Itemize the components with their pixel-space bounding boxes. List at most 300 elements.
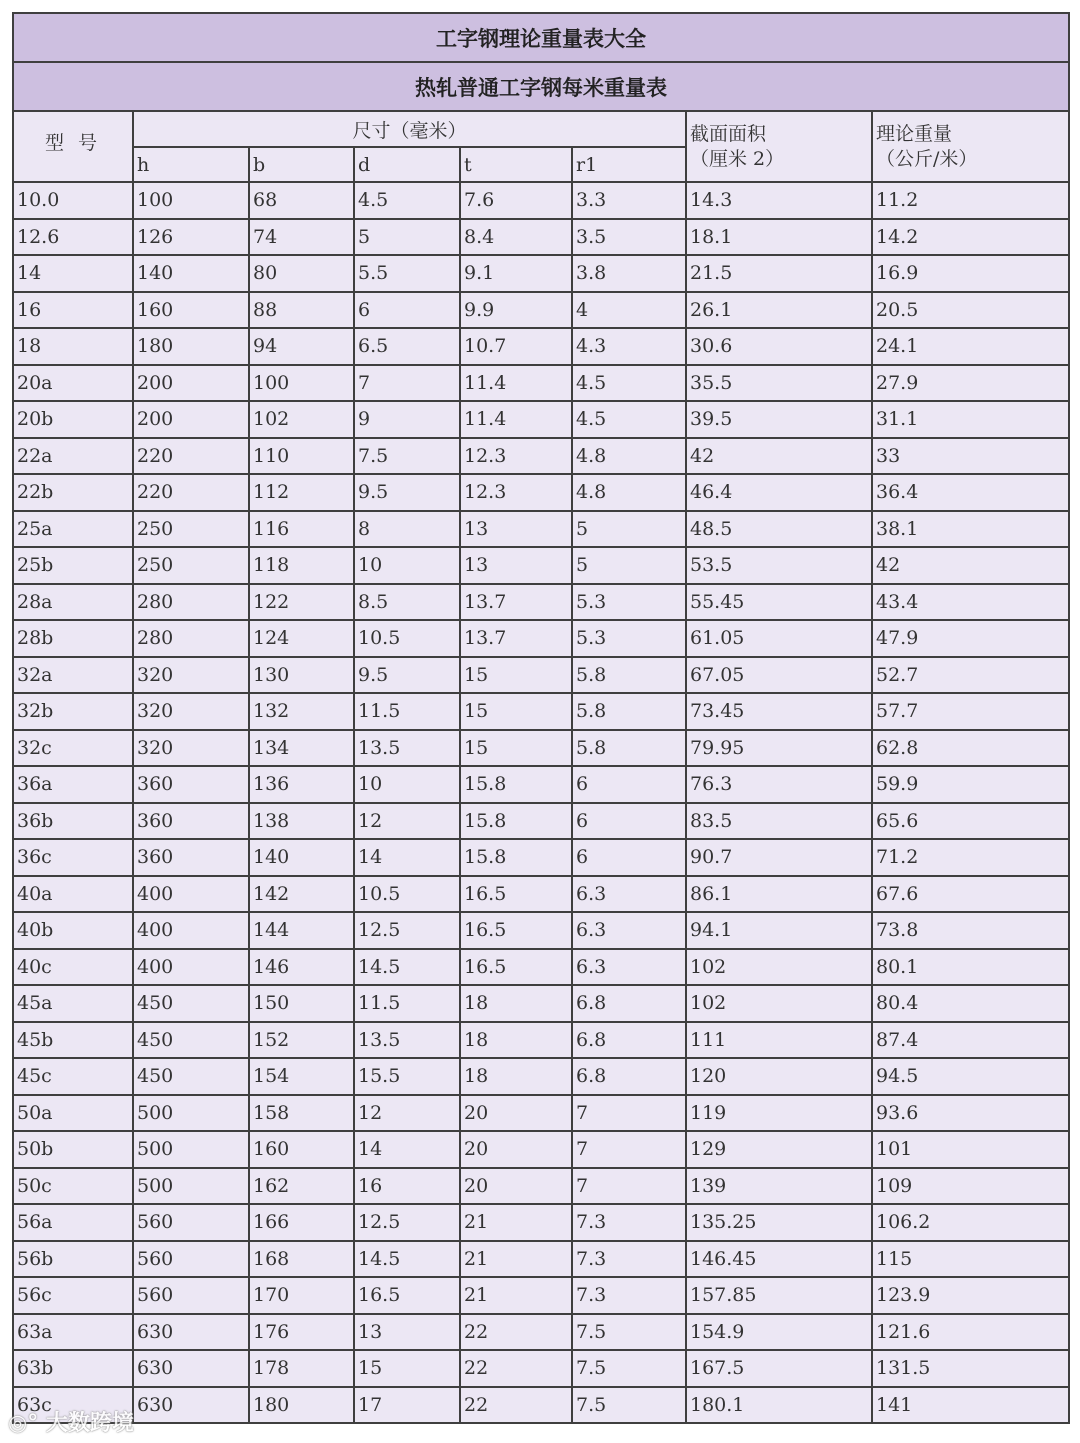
cell-r1: 4.3 xyxy=(572,328,686,365)
cell-b: 166 xyxy=(249,1204,354,1241)
cell-weight: 106.2 xyxy=(872,1204,1069,1241)
cell-h: 200 xyxy=(133,401,249,438)
cell-area: 119 xyxy=(686,1095,872,1132)
cell-t: 15 xyxy=(460,693,572,730)
cell-d: 10.5 xyxy=(354,876,460,913)
cell-b: 74 xyxy=(249,219,354,256)
cell-h: 400 xyxy=(133,912,249,949)
cell-r1: 6.8 xyxy=(572,1058,686,1095)
area-header xyxy=(686,111,872,182)
cell-t: 15.8 xyxy=(460,803,572,840)
cell-t: 18 xyxy=(460,1022,572,1059)
cell-area: 35.5 xyxy=(686,365,872,402)
table-row xyxy=(13,219,1069,256)
cell-model: 16 xyxy=(13,292,133,329)
cell-weight: 87.4 xyxy=(872,1022,1069,1059)
cell-r1: 4 xyxy=(572,292,686,329)
cell-t: 7.6 xyxy=(460,182,572,219)
cell-r1: 7.5 xyxy=(572,1314,686,1351)
cell-d: 12 xyxy=(354,1095,460,1132)
cell-t: 13 xyxy=(460,511,572,548)
cell-area: 86.1 xyxy=(686,876,872,913)
cell-area: 48.5 xyxy=(686,511,872,548)
cell-weight: 31.1 xyxy=(872,401,1069,438)
cell-b: 116 xyxy=(249,511,354,548)
cell-b: 110 xyxy=(249,438,354,475)
cell-model: 40b xyxy=(13,912,133,949)
cell-b: 88 xyxy=(249,292,354,329)
dim-header-d: d xyxy=(354,147,460,182)
cell-t: 11.4 xyxy=(460,365,572,402)
table-row xyxy=(13,1058,1069,1095)
cell-weight: 71.2 xyxy=(872,839,1069,876)
cell-r1: 6.8 xyxy=(572,1022,686,1059)
cell-t: 13 xyxy=(460,547,572,584)
cell-d: 12.5 xyxy=(354,1204,460,1241)
table-row xyxy=(13,1168,1069,1205)
cell-t: 16.5 xyxy=(460,876,572,913)
cell-model: 63a xyxy=(13,1314,133,1351)
cell-r1: 7.3 xyxy=(572,1241,686,1278)
cell-weight: 80.1 xyxy=(872,949,1069,986)
cell-t: 22 xyxy=(460,1387,572,1424)
table-row xyxy=(13,1241,1069,1278)
cell-t: 15.8 xyxy=(460,839,572,876)
cell-weight: 115 xyxy=(872,1241,1069,1278)
cell-t: 20 xyxy=(460,1168,572,1205)
cell-h: 400 xyxy=(133,876,249,913)
cell-r1: 4.8 xyxy=(572,438,686,475)
weight-header xyxy=(872,111,1069,182)
cell-h: 126 xyxy=(133,219,249,256)
cell-model: 20b xyxy=(13,401,133,438)
cell-h: 180 xyxy=(133,328,249,365)
cell-d: 7 xyxy=(354,365,460,402)
cell-r1: 3.3 xyxy=(572,182,686,219)
table-row xyxy=(13,182,1069,219)
cell-b: 140 xyxy=(249,839,354,876)
cell-weight: 121.6 xyxy=(872,1314,1069,1351)
cell-weight: 62.8 xyxy=(872,730,1069,767)
cell-r1: 5.8 xyxy=(572,657,686,694)
cell-area: 157.85 xyxy=(686,1277,872,1314)
cell-t: 22 xyxy=(460,1314,572,1351)
table-row xyxy=(13,620,1069,657)
cell-r1: 4.8 xyxy=(572,474,686,511)
cell-t: 15 xyxy=(460,657,572,694)
cell-h: 450 xyxy=(133,985,249,1022)
cell-b: 102 xyxy=(249,401,354,438)
cell-weight: 93.6 xyxy=(872,1095,1069,1132)
cell-h: 360 xyxy=(133,766,249,803)
cell-h: 320 xyxy=(133,657,249,694)
cell-t: 22 xyxy=(460,1350,572,1387)
cell-h: 280 xyxy=(133,584,249,621)
cell-weight: 27.9 xyxy=(872,365,1069,402)
cell-t: 20 xyxy=(460,1131,572,1168)
cell-r1: 7 xyxy=(572,1168,686,1205)
cell-h: 320 xyxy=(133,693,249,730)
table-row xyxy=(13,401,1069,438)
cell-r1: 6.3 xyxy=(572,949,686,986)
cell-t: 18 xyxy=(460,985,572,1022)
cell-model: 50c xyxy=(13,1168,133,1205)
cell-weight: 80.4 xyxy=(872,985,1069,1022)
cell-area: 30.6 xyxy=(686,328,872,365)
table-row xyxy=(13,1131,1069,1168)
cell-h: 250 xyxy=(133,547,249,584)
cell-d: 13 xyxy=(354,1314,460,1351)
cell-d: 14 xyxy=(354,1131,460,1168)
cell-h: 360 xyxy=(133,803,249,840)
cell-t: 13.7 xyxy=(460,620,572,657)
cell-t: 20 xyxy=(460,1095,572,1132)
table-title: 工字钢理论重量表大全 xyxy=(13,13,1069,62)
cell-d: 10 xyxy=(354,547,460,584)
table-row xyxy=(13,1387,1069,1424)
cell-h: 280 xyxy=(133,620,249,657)
cell-r1: 7 xyxy=(572,1095,686,1132)
cell-area: 53.5 xyxy=(686,547,872,584)
cell-model: 63b xyxy=(13,1350,133,1387)
dim-header-r1: r1 xyxy=(572,147,686,182)
cell-weight: 57.7 xyxy=(872,693,1069,730)
table-row xyxy=(13,730,1069,767)
cell-model: 50b xyxy=(13,1131,133,1168)
cell-d: 9.5 xyxy=(354,657,460,694)
cell-r1: 4.5 xyxy=(572,401,686,438)
table-row xyxy=(13,328,1069,365)
cell-r1: 7 xyxy=(572,1131,686,1168)
steel-weight-table xyxy=(12,12,1070,1424)
cell-b: 124 xyxy=(249,620,354,657)
cell-area: 167.5 xyxy=(686,1350,872,1387)
table-row xyxy=(13,803,1069,840)
cell-area: 102 xyxy=(686,985,872,1022)
cell-model: 63c xyxy=(13,1387,133,1424)
cell-h: 500 xyxy=(133,1168,249,1205)
cell-weight: 36.4 xyxy=(872,474,1069,511)
cell-area: 180.1 xyxy=(686,1387,872,1424)
cell-d: 16 xyxy=(354,1168,460,1205)
cell-t: 18 xyxy=(460,1058,572,1095)
cell-d: 8 xyxy=(354,511,460,548)
cell-r1: 5.3 xyxy=(572,620,686,657)
cell-model: 36b xyxy=(13,803,133,840)
cell-weight: 101 xyxy=(872,1131,1069,1168)
cell-b: 162 xyxy=(249,1168,354,1205)
cell-d: 15.5 xyxy=(354,1058,460,1095)
cell-model: 12.6 xyxy=(13,219,133,256)
cell-b: 170 xyxy=(249,1277,354,1314)
cell-b: 158 xyxy=(249,1095,354,1132)
cell-weight: 42 xyxy=(872,547,1069,584)
cell-d: 6 xyxy=(354,292,460,329)
cell-model: 32c xyxy=(13,730,133,767)
cell-h: 140 xyxy=(133,255,249,292)
cell-b: 178 xyxy=(249,1350,354,1387)
cell-weight: 33 xyxy=(872,438,1069,475)
cell-h: 630 xyxy=(133,1387,249,1424)
table-row xyxy=(13,1095,1069,1132)
cell-h: 360 xyxy=(133,839,249,876)
cell-model: 28b xyxy=(13,620,133,657)
cell-area: 90.7 xyxy=(686,839,872,876)
cell-d: 11.5 xyxy=(354,985,460,1022)
cell-t: 11.4 xyxy=(460,401,572,438)
cell-d: 6.5 xyxy=(354,328,460,365)
weight-header-line1: 理论重量 xyxy=(876,123,953,145)
cell-weight: 73.8 xyxy=(872,912,1069,949)
dim-header-t: t xyxy=(460,147,572,182)
cell-area: 146.45 xyxy=(686,1241,872,1278)
table-row xyxy=(13,949,1069,986)
cell-area: 120 xyxy=(686,1058,872,1095)
cell-d: 13.5 xyxy=(354,1022,460,1059)
cell-h: 500 xyxy=(133,1131,249,1168)
table-row xyxy=(13,876,1069,913)
cell-h: 450 xyxy=(133,1022,249,1059)
cell-model: 22b xyxy=(13,474,133,511)
cell-d: 4.5 xyxy=(354,182,460,219)
cell-area: 139 xyxy=(686,1168,872,1205)
cell-b: 122 xyxy=(249,584,354,621)
cell-model: 14 xyxy=(13,255,133,292)
table-row xyxy=(13,985,1069,1022)
table-row xyxy=(13,292,1069,329)
cell-d: 9 xyxy=(354,401,460,438)
cell-d: 16.5 xyxy=(354,1277,460,1314)
cell-b: 180 xyxy=(249,1387,354,1424)
weight-header-line2: （公斤/米） xyxy=(876,148,978,170)
cell-b: 168 xyxy=(249,1241,354,1278)
cell-area: 135.25 xyxy=(686,1204,872,1241)
cell-area: 76.3 xyxy=(686,766,872,803)
area-header-line1: 截面面积 xyxy=(690,123,767,145)
cell-model: 18 xyxy=(13,328,133,365)
cell-weight: 11.2 xyxy=(872,182,1069,219)
cell-r1: 6 xyxy=(572,766,686,803)
cell-b: 144 xyxy=(249,912,354,949)
cell-model: 36c xyxy=(13,839,133,876)
cell-b: 142 xyxy=(249,876,354,913)
cell-d: 5.5 xyxy=(354,255,460,292)
cell-b: 152 xyxy=(249,1022,354,1059)
cell-model: 10.0 xyxy=(13,182,133,219)
cell-model: 25b xyxy=(13,547,133,584)
cell-t: 21 xyxy=(460,1241,572,1278)
cell-area: 94.1 xyxy=(686,912,872,949)
cell-r1: 5.3 xyxy=(572,584,686,621)
cell-weight: 38.1 xyxy=(872,511,1069,548)
cell-model: 45c xyxy=(13,1058,133,1095)
table-row xyxy=(13,1314,1069,1351)
cell-weight: 59.9 xyxy=(872,766,1069,803)
cell-area: 73.45 xyxy=(686,693,872,730)
cell-area: 21.5 xyxy=(686,255,872,292)
cell-d: 8.5 xyxy=(354,584,460,621)
cell-r1: 3.5 xyxy=(572,219,686,256)
watermark-logo-icon: ◎° xyxy=(8,1411,39,1436)
cell-r1: 7.5 xyxy=(572,1350,686,1387)
cell-model: 22a xyxy=(13,438,133,475)
cell-t: 21 xyxy=(460,1277,572,1314)
cell-model: 56a xyxy=(13,1204,133,1241)
table-row xyxy=(13,1022,1069,1059)
cell-b: 94 xyxy=(249,328,354,365)
cell-d: 14 xyxy=(354,839,460,876)
cell-weight: 141 xyxy=(872,1387,1069,1424)
cell-b: 150 xyxy=(249,985,354,1022)
table-row xyxy=(13,365,1069,402)
cell-model: 40c xyxy=(13,949,133,986)
cell-h: 560 xyxy=(133,1241,249,1278)
cell-model: 56c xyxy=(13,1277,133,1314)
cell-area: 61.05 xyxy=(686,620,872,657)
cell-r1: 6 xyxy=(572,839,686,876)
cell-model: 45a xyxy=(13,985,133,1022)
cell-r1: 5 xyxy=(572,547,686,584)
cell-area: 18.1 xyxy=(686,219,872,256)
cell-r1: 4.5 xyxy=(572,365,686,402)
cell-d: 13.5 xyxy=(354,730,460,767)
cell-r1: 5.8 xyxy=(572,730,686,767)
cell-b: 100 xyxy=(249,365,354,402)
cell-d: 14.5 xyxy=(354,1241,460,1278)
cell-b: 138 xyxy=(249,803,354,840)
cell-weight: 14.2 xyxy=(872,219,1069,256)
cell-b: 176 xyxy=(249,1314,354,1351)
cell-t: 12.3 xyxy=(460,438,572,475)
cell-area: 26.1 xyxy=(686,292,872,329)
table-body xyxy=(13,182,1069,1423)
cell-h: 250 xyxy=(133,511,249,548)
cell-weight: 65.6 xyxy=(872,803,1069,840)
cell-t: 12.3 xyxy=(460,474,572,511)
cell-t: 10.7 xyxy=(460,328,572,365)
cell-d: 11.5 xyxy=(354,693,460,730)
cell-r1: 6 xyxy=(572,803,686,840)
cell-b: 132 xyxy=(249,693,354,730)
cell-r1: 6.8 xyxy=(572,985,686,1022)
dim-header-b: b xyxy=(249,147,354,182)
table-row xyxy=(13,255,1069,292)
cell-model: 25a xyxy=(13,511,133,548)
cell-b: 134 xyxy=(249,730,354,767)
cell-weight: 52.7 xyxy=(872,657,1069,694)
cell-d: 15 xyxy=(354,1350,460,1387)
cell-b: 80 xyxy=(249,255,354,292)
table-row xyxy=(13,1350,1069,1387)
cell-h: 320 xyxy=(133,730,249,767)
cell-area: 129 xyxy=(686,1131,872,1168)
cell-b: 68 xyxy=(249,182,354,219)
cell-area: 67.05 xyxy=(686,657,872,694)
table-row xyxy=(13,474,1069,511)
cell-t: 21 xyxy=(460,1204,572,1241)
cell-t: 9.1 xyxy=(460,255,572,292)
cell-weight: 109 xyxy=(872,1168,1069,1205)
cell-b: 118 xyxy=(249,547,354,584)
cell-weight: 43.4 xyxy=(872,584,1069,621)
table-row xyxy=(13,766,1069,803)
cell-t: 15 xyxy=(460,730,572,767)
cell-d: 14.5 xyxy=(354,949,460,986)
cell-weight: 47.9 xyxy=(872,620,1069,657)
cell-weight: 131.5 xyxy=(872,1350,1069,1387)
cell-area: 102 xyxy=(686,949,872,986)
cell-h: 220 xyxy=(133,474,249,511)
cell-d: 12 xyxy=(354,803,460,840)
table-row xyxy=(13,584,1069,621)
cell-b: 160 xyxy=(249,1131,354,1168)
table-row xyxy=(13,1204,1069,1241)
cell-r1: 5 xyxy=(572,511,686,548)
cell-weight: 24.1 xyxy=(872,328,1069,365)
model-header: 型 号 xyxy=(13,111,133,182)
cell-t: 9.9 xyxy=(460,292,572,329)
table-subtitle: 热轧普通工字钢每米重量表 xyxy=(13,62,1069,111)
cell-r1: 7.3 xyxy=(572,1277,686,1314)
cell-area: 55.45 xyxy=(686,584,872,621)
table-row xyxy=(13,912,1069,949)
cell-weight: 94.5 xyxy=(872,1058,1069,1095)
cell-weight: 20.5 xyxy=(872,292,1069,329)
cell-b: 130 xyxy=(249,657,354,694)
cell-model: 45b xyxy=(13,1022,133,1059)
table-row xyxy=(13,693,1069,730)
cell-weight: 67.6 xyxy=(872,876,1069,913)
cell-area: 46.4 xyxy=(686,474,872,511)
cell-t: 16.5 xyxy=(460,912,572,949)
cell-r1: 7.3 xyxy=(572,1204,686,1241)
cell-b: 136 xyxy=(249,766,354,803)
cell-b: 146 xyxy=(249,949,354,986)
cell-b: 112 xyxy=(249,474,354,511)
cell-d: 10.5 xyxy=(354,620,460,657)
cell-r1: 3.8 xyxy=(572,255,686,292)
cell-weight: 16.9 xyxy=(872,255,1069,292)
cell-t: 15.8 xyxy=(460,766,572,803)
cell-h: 220 xyxy=(133,438,249,475)
cell-model: 20a xyxy=(13,365,133,402)
cell-d: 10 xyxy=(354,766,460,803)
cell-h: 100 xyxy=(133,182,249,219)
cell-h: 630 xyxy=(133,1350,249,1387)
cell-h: 560 xyxy=(133,1204,249,1241)
cell-h: 560 xyxy=(133,1277,249,1314)
cell-t: 16.5 xyxy=(460,949,572,986)
dimensions-header: 尺寸（毫米） xyxy=(133,111,686,147)
cell-r1: 5.8 xyxy=(572,693,686,730)
cell-d: 7.5 xyxy=(354,438,460,475)
cell-model: 40a xyxy=(13,876,133,913)
cell-area: 154.9 xyxy=(686,1314,872,1351)
cell-model: 56b xyxy=(13,1241,133,1278)
cell-area: 39.5 xyxy=(686,401,872,438)
cell-h: 630 xyxy=(133,1314,249,1351)
cell-b: 154 xyxy=(249,1058,354,1095)
dim-header-h: h xyxy=(133,147,249,182)
table-row xyxy=(13,839,1069,876)
cell-d: 17 xyxy=(354,1387,460,1424)
cell-h: 450 xyxy=(133,1058,249,1095)
cell-r1: 6.3 xyxy=(572,876,686,913)
cell-model: 32a xyxy=(13,657,133,694)
cell-area: 111 xyxy=(686,1022,872,1059)
cell-t: 8.4 xyxy=(460,219,572,256)
table-row xyxy=(13,1277,1069,1314)
